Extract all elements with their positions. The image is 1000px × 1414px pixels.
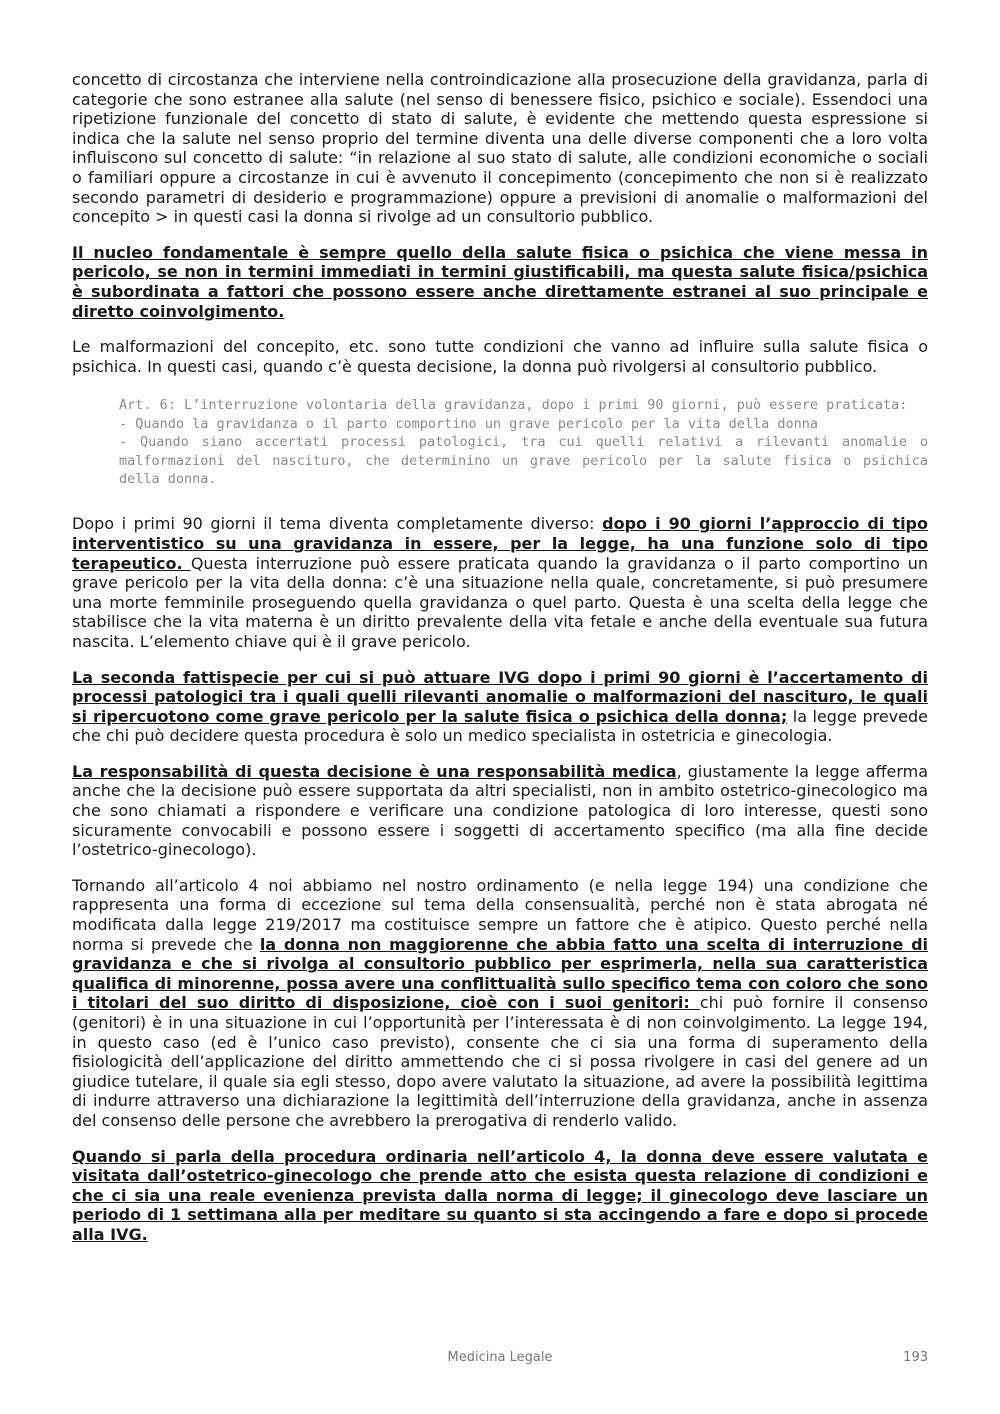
quote-line: - Quando siano accertati processi patologici, tra cui quelli relativi a rilevanti anomalie o malformazioni del nascituro, che determinino un grave pericolo per la salute fisica o psichica della donna. — [119, 434, 928, 487]
emphasis-text: la donna non maggiorenne che abbia fatto una scelta di interruzione di gravidanza e che si rivolga al consultorio pubblico per esprimerla, nella sua caratteristica qualifica di minorenne, possa avere una conflittualità sullo specifico tema con coloro che sono i titolari del suo diritto di disposizione, cioè con i suoi genitori: — [72, 934, 929, 1013]
paragraph — [72, 70, 928, 227]
page-footer — [72, 1350, 928, 1368]
paragraph — [72, 514, 928, 651]
emphasis-text: Quando si parla della procedura ordinaria nell’articolo 4, la donna deve essere valutata e visitata dall’ostetrico-ginecologo che prende atto che esista questa relazione di condizioni e che ci sia una reale evenienza prevista dalla norma di legge; il ginecologo deve lasciare un periodo di 1 settimana alla per meditare su quanto si sta accingendo a fare e dopo si procede alla IVG. — [72, 1146, 928, 1244]
law-quote-block — [119, 396, 928, 488]
body-text: la legge prevede che chi può decidere questa procedura è solo un medico specialista in ostetricia e ginecologia. — [72, 706, 928, 746]
paragraph — [72, 243, 928, 321]
paragraph — [72, 762, 928, 860]
page-number: 193 — [903, 1350, 928, 1365]
paragraph — [72, 876, 928, 1131]
document-body — [72, 70, 928, 1261]
body-text: Questa interruzione può essere praticata quando la gravidanza o il parto comportino un grave pericolo per la vita della donna: c’è una situazione nella quale, concretamente, si può presumere una morte femminile proseguendo quella gravidanza o quel parto. Questa è una scelta della legge che stabilisce che la vita materna è un diritto prevalente della vita fetale e anche della eventuale sua futura nascita. L’elemento chiave qui è il grave pericolo. — [72, 553, 928, 651]
quote-line: Art. 6: L’interruzione volontaria della gravidanza, dopo i primi 90 giorni, può essere praticata: — [119, 397, 908, 414]
emphasis-text: La seconda fattispecie per cui si può attuare IVG dopo i primi 90 giorni è l’accertamento di processi patologici tra i quali quelli rilevanti anomalie o malformazioni del nascituro, le quali si ripercuotono come grave pericolo per la salute fisica o psichica della donna; — [72, 667, 928, 726]
body-text: concetto di circostanza che interviene nella controindicazione alla prosecuzione della gravidanza, parla di categorie che sono estranee alla salute (nel senso di benessere fisico, psichico e sociale). Essendoci una ripetizione funzionale del concetto di stato di salute, è evidente che mettendo questa espressione si indica che la salute nel senso proprio del termine diventa una delle diverse componenti che a loro volta influiscono sul concetto di salute: “in relazione al suo stato di salute, alle condizioni economiche o sociali o familiari oppure a circostanze in cui è avvenuto il concepimento (concepimento che non si è realizzato secondo parametri di desiderio e programmazione) oppure a previsioni di anomalie o malformazioni del concepito > in questi casi la donna si rivolge ad un consultorio pubblico. — [72, 70, 928, 227]
emphasis-text: dopo i 90 giorni l’approccio di tipo interventistico su una gravidanza in essere, per la legge, ha una funzione solo di tipo terapeutico. — [72, 514, 928, 573]
paragraph — [72, 337, 928, 376]
paragraph — [72, 668, 928, 746]
body-text: Tornando all’articolo 4 noi abbiamo nel nostro ordinamento (e nella legge 194) una condizione che rappresenta una forma di eccezione sul tema della consensualità, perché non è stata abrogata né modificata dalla legge 219/2017 ma costituisce sempre un fattore che è atipico. Questo perché nella norma si prevede che — [72, 875, 928, 954]
emphasis-text: La responsabilità di questa decisione è una responsabilità medica — [72, 761, 677, 781]
paragraph — [72, 1147, 928, 1245]
paragraph-group-top — [72, 70, 928, 376]
body-text: Dopo i primi 90 giorni il tema diventa completamente diverso: — [72, 514, 603, 534]
body-text: chi può fornire il consenso (genitori) è in una situazione in cui l’opportunità per l’interessata è di non coinvolgimento. La legge 194, in questo caso (ed è l’unico caso previsto), consente che ci sia una forma di superamento della fisiologicità dell’applicazione del diritto ammettendo che ci si possa rivolgere in casi del genere ad un giudice tutelare, il quale sia egli stesso, dopo avere valutato la situazione, ad avere la possibilità legittima di indurre attraverso una dichiarazione la legittimità dell’interruzione della gravidanza, anche in assenza del consenso delle persone che avrebbero la prerogativa di renderlo valido. — [72, 993, 929, 1130]
body-text: Le malformazioni del concepito, etc. sono tutte condizioni che vanno ad influire sulla salute fisica o psichica. In questi casi, quando c’è questa decisione, la donna può rivolgersi al consultorio pubblico. — [72, 337, 928, 376]
body-text: , giustamente la legge afferma anche che la decisione può essere supportata da altri specialisti, non in ambito ostetrico-ginecologico ma che sono chiamati a rispondere e verificare una condizione patologica di loro interesse, questi sono sicuramente convocabili e possono essere i soggetti di accertamento specifico (ma alla fine decide l’ostetrico-ginecologo). — [72, 761, 928, 860]
footer-title: Medicina Legale — [447, 1350, 553, 1365]
paragraph-group-bottom — [72, 514, 928, 1244]
quote-line: - Quando la gravidanza o il parto comportino un grave pericolo per la vita della donna — [119, 415, 818, 432]
emphasis-text: Il nucleo fondamentale è sempre quello della salute fisica o psichica che viene messa in pericolo, se non in termini immediati in termini giustificabili, ma questa salute fisica/psichica è subordinata a fattori che possono essere anche direttamente estranei al suo principale e diretto coinvolgimento. — [72, 242, 928, 321]
